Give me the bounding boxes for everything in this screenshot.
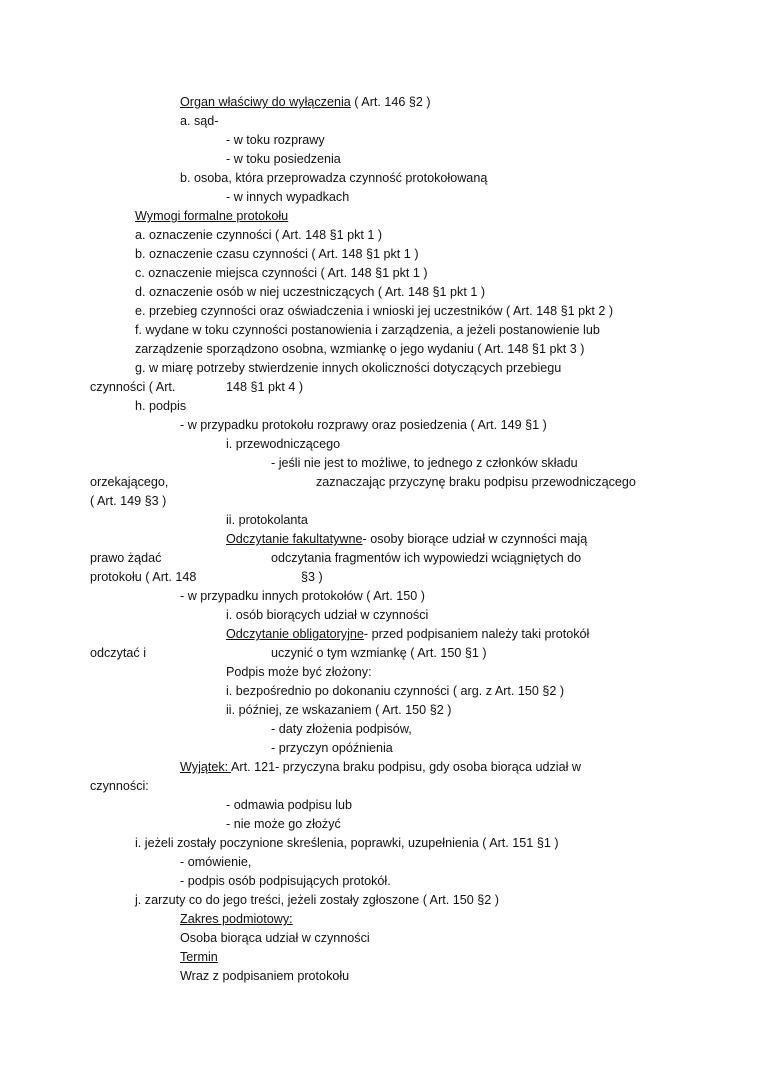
fakultatywne-desc: - osoby biorące udział w czynności mają <box>362 532 588 546</box>
heading-zakres: Zakres podmiotowy: <box>180 912 293 926</box>
line-a-sad: a. sąd- <box>180 114 219 128</box>
line-pozniej: ii. później, ze wskazaniem ( Art. 150 §2 ) <box>226 703 452 717</box>
term-obligatoryjne: Odczytanie obligatoryjne <box>226 627 364 641</box>
line-inne-protokoly: - w przypadku innych protokołów ( Art. 150 ) <box>180 589 425 603</box>
term-fakultatywne: Odczytanie fakultatywne <box>226 532 363 546</box>
line-rozprawa: - w toku rozprawy <box>226 133 325 147</box>
line-orzekajacego: orzekającego, <box>90 475 169 489</box>
line-wymog-b: b. oznaczenie czasu czynności ( Art. 148 §1 pkt 1 ) <box>135 247 419 261</box>
line-wymog-g-cont-a: czynności ( Art. <box>90 380 176 394</box>
line-wymog-c: c. oznaczenie miejsca czynności ( Art. 148 §1 pkt 1 ) <box>135 266 428 280</box>
line-obligatoryjne <box>226 626 589 642</box>
line-prawo-zadac: prawo żądać <box>90 551 162 565</box>
line-art-149-3: ( Art. 149 §3 ) <box>90 494 167 508</box>
line-daty: - daty złożenia podpisów, <box>271 722 412 736</box>
line-nie-moze: - nie może go złożyć <box>226 817 341 831</box>
line-organ-heading <box>180 94 431 110</box>
line-rozprawa-posiedzenie: - w przypadku protokołu rozprawy oraz posiedzenia ( Art. 149 §1 ) <box>180 418 547 432</box>
line-b-osoba: b. osoba, która przeprowadza czynność protokołowaną <box>180 171 488 185</box>
line-inne-wypadki: - w innych wypadkach <box>226 190 350 204</box>
line-posiedzenie: - w toku posiedzenia <box>226 152 341 166</box>
line-wymog-j: j. zarzuty co do jego treści, jeżeli zostały zgłoszone ( Art. 150 §2 ) <box>135 893 499 907</box>
line-wymog-f-cont: zarządzenie sporządzono osobna, wzmiankę o jego wydaniu ( Art. 148 §1 pkt 3 ) <box>135 342 585 356</box>
line-jesli-nie: - jeśli nie jest to możliwe, to jednego z członków składu <box>271 456 578 470</box>
line-fakultatywne <box>226 531 587 547</box>
line-osoba-biorca: Osoba biorąca udział w czynności <box>180 931 370 945</box>
line-podpis-osob: - podpis osób podpisujących protokół. <box>180 874 391 888</box>
line-podpis-moze: Podpis może być złożony: <box>226 665 372 679</box>
line-bezposrednio: i. bezpośrednio po dokonaniu czynności ( arg. z Art. 150 §2 ) <box>226 684 565 698</box>
line-odmawia: - odmawia podpisu lub <box>226 798 353 812</box>
line-odczytania: odczytania fragmentów ich wypowiedzi wciągniętych do <box>271 551 582 565</box>
line-przyczyn: - przyczyn opóźnienia <box>271 741 393 755</box>
line-wraz-z: Wraz z podpisaniem protokołu <box>180 969 350 983</box>
heading-termin: Termin <box>180 950 218 964</box>
line-wymog-g: g. w miarę potrzeby stwierdzenie innych okoliczności dotyczących przebiegu <box>135 361 562 375</box>
wyjatek-desc: Art. 121- przyczyna braku podpisu, gdy osoba biorąca udział w <box>230 760 582 774</box>
line-zaznaczajac: zaznaczając przyczynę braku podpisu przewodniczącego <box>316 475 636 489</box>
obligatoryjne-desc: - przed podpisaniem należy taki protokół <box>363 627 590 641</box>
term-wyjatek: Wyjątek: <box>180 760 231 774</box>
line-odczytac: odczytać i <box>90 646 146 660</box>
line-wymog-g-cont-b: 148 §1 pkt 4 ) <box>226 380 304 394</box>
line-protokolant: ii. protokolanta <box>226 513 308 527</box>
line-uczynic: uczynić o tym wzmiankę ( Art. 150 §1 ) <box>271 646 487 660</box>
line-osob-biorcych: i. osób biorących udział w czynności <box>226 608 429 622</box>
line-wymog-h: h. podpis <box>135 399 187 413</box>
heading-organ: Organ właściwy do wyłączenia <box>180 95 351 109</box>
line-wymog-d: d. oznaczenie osób w niej uczestniczących ( Art. 148 §1 pkt 1 ) <box>135 285 486 299</box>
organ-ref: ( Art. 146 §2 ) <box>350 95 431 109</box>
heading-wymogi: Wymogi formalne protokołu <box>135 209 289 223</box>
line-par-3: §3 ) <box>301 570 323 584</box>
line-omowienie: - omówienie, <box>180 855 252 869</box>
line-wymog-i: i. jeżeli zostały poczynione skreślenia, poprawki, uzupełnienia ( Art. 151 §1 ) <box>135 836 559 850</box>
line-przewodniczacy: i. przewodniczącego <box>226 437 341 451</box>
line-protokolu-art: protokołu ( Art. 148 <box>90 570 197 584</box>
line-czynnosci: czynności: <box>90 779 149 793</box>
line-wymog-e: e. przebieg czynności oraz oświadczenia i wnioski jej uczestników ( Art. 148 §1 pkt 2 ) <box>135 304 614 318</box>
line-wymog-f: f. wydane w toku czynności postanowienia i zarządzenia, a jeżeli postanowienie lub <box>135 323 600 337</box>
line-wymog-a: a. oznaczenie czynności ( Art. 148 §1 pkt 1 ) <box>135 228 383 242</box>
line-wyjatek <box>180 759 581 775</box>
